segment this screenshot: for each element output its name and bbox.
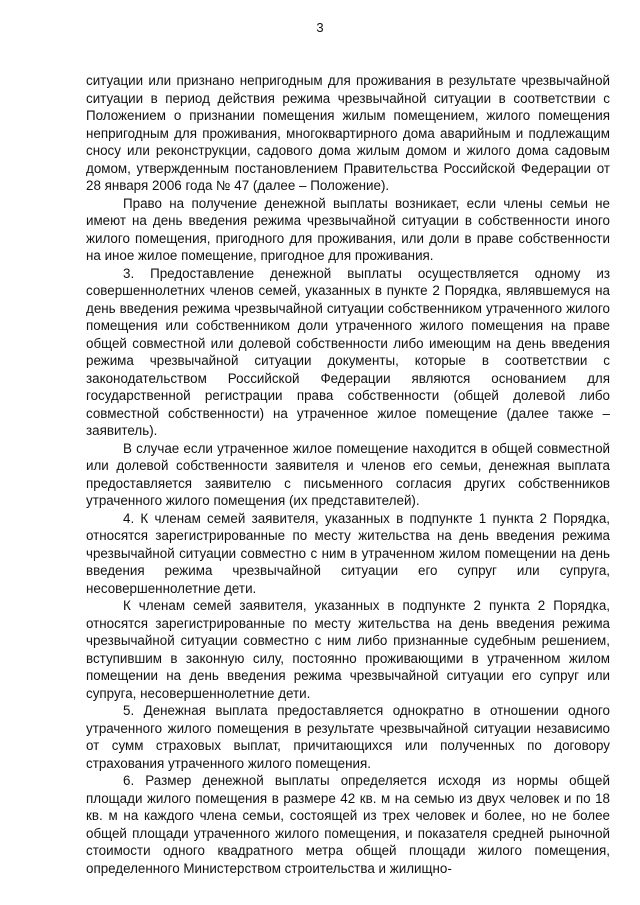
paragraph-item-5: 5. Денежная выплата предоставляется однократно в отношении одного утраченного жилого помещения в результате чрезвычайной ситуации независимо от сумм страховых выплат, причитающихся или полученных по договору страхования утраченного жилого помещения. <box>86 703 610 771</box>
page-number: 3 <box>316 20 324 35</box>
document-body <box>86 72 610 877</box>
paragraph-item-6: 6. Размер денежной выплаты определяется исходя из нормы общей площади жилого помещения в размере 42 кв. м на семью из двух человек и по 18 кв. м на каждого члена семьи, состоящей из трех человек и более, но не более общей площади утраченного жилого помещения, и показателя средней рыночной стоимости одного квадратного метра общей площади жилого помещения, определенного Министерством строительства и жилищно- <box>86 773 610 876</box>
paragraph-family-members-subitem-2: К членам семей заявителя, указанных в подпункте 2 пункта 2 Порядка, относятся зарегистрированные по месту жительства на день введения режима чрезвычайной ситуации совместно с ним либо признанные судебным решением, вступившим в законную силу, постоянно проживающими в утраченном жилом помещении на день введения режима чрезвычайной ситуации его супруг или супруга, несовершеннолетние дети. <box>86 598 610 701</box>
paragraph-item-3: 3. Предоставление денежной выплаты осуществляется одному из совершеннолетних членов семей, указанных в пункте 2 Порядка, являвшемуся на день введения режима чрезвычайной ситуации собственником утраченного жилого помещения или собственником доли утраченного жилого помещения на праве общей совместной или долевой собственности либо имеющим на день введения режима чрезвычайной ситуации документы, которые в соответствии с законодательством Российской Федерации являются основанием для государственной регистрации права собственности (общей долевой либо совместной собственности) на утраченное жилое помещение (далее также – заявитель). <box>86 265 610 438</box>
paragraph-continuation: ситуации или признано непригодным для проживания в результате чрезвычайной ситуации в период действия режима чрезвычайной ситуации в соответствии с Положением о признании помещения жилым помещением, жилого помещения непригодным для проживания, многоквартирного дома аварийным и подлежащим сносу или реконструкции, садового дома жилым домом и жилого дома садовым домом, утвержденным постановлением Правительства Российской Федерации от 28 января 2006 года № 47 (далее – Положение). <box>86 73 610 193</box>
paragraph-joint-ownership: В случае если утраченное жилое помещение находится в общей совместной или долевой собственности заявителя и членов его семьи, денежная выплата предоставляется заявителю с письменного согласия других собственников утраченного жилого помещения (их представителей). <box>86 440 610 508</box>
paragraph-right-to-payment: Право на получение денежной выплаты возникает, если члены семьи не имеют на день введения режима чрезвычайной ситуации в собственности иного жилого помещения, пригодного для проживания, или доли в праве собственности на иное жилое помещение, пригодное для проживания. <box>86 195 610 263</box>
paragraph-item-4: 4. К членам семей заявителя, указанных в подпункте 1 пункта 2 Порядка, относятся зарегистрированные по месту жительства на день введения режима чрезвычайной ситуации совместно с ним в утраченном жилом помещении на день введения режима чрезвычайной ситуации его супруг или супруга, несовершеннолетние дети. <box>86 510 610 596</box>
